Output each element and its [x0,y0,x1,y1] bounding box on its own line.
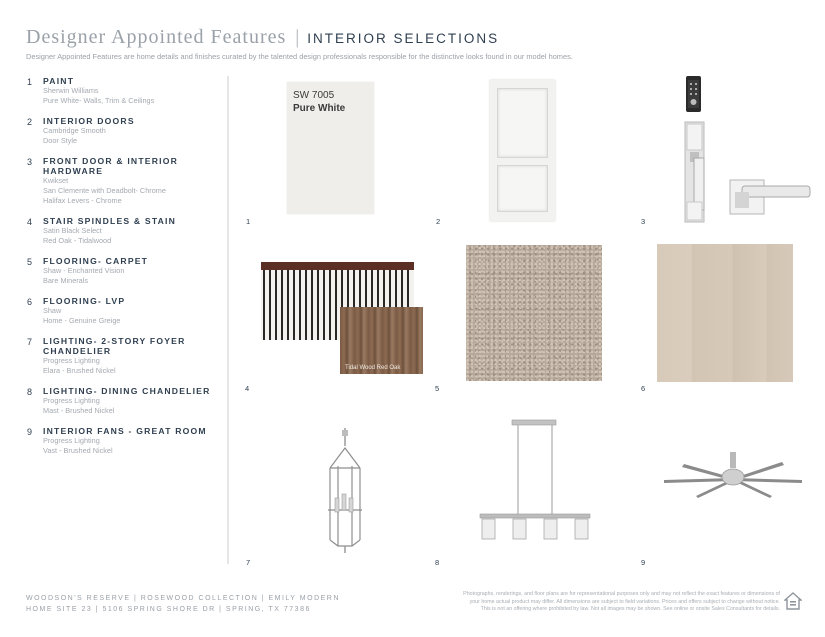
feature-detail: Mast - Brushed Nickel [43,406,115,415]
tile-number-2: 2 [436,217,441,226]
feature-detail: Progress Lighting [43,356,100,365]
feature-number: 4 [27,217,33,227]
feature-detail: Home - Genuine Greige [43,316,121,325]
feature-item [27,116,219,146]
feature-name: INTERIOR FANS - GREAT ROOM [43,426,207,436]
feature-item [27,156,219,206]
equal-housing-icon [784,592,802,610]
feature-number: 7 [27,337,33,347]
tile-number-1: 1 [246,217,251,226]
feature-list [27,76,219,466]
feature-number: 8 [27,387,33,397]
stair-handrail [261,262,414,270]
feature-number: 9 [27,427,33,437]
footer-community-info [26,593,340,615]
disclaimer-line: This is not an offering where prohibited by law. Not all images may be shown. See online or onsite Sales Consultants for details. [480,606,780,612]
feature-detail: Progress Lighting [43,396,100,405]
feature-detail: Bare Minerals [43,276,89,285]
feature-detail: Cambridge Smooth [43,126,106,135]
door-lower-panel [497,165,548,212]
door-image [490,80,555,221]
linear-chandelier-icon [476,418,594,543]
tile-number-4: 4 [245,384,250,393]
feature-detail: Shaw [43,306,62,315]
feature-detail: Vast - Brushed Nickel [43,446,113,455]
feature-detail: Elara - Brushed Nickel [43,366,116,375]
footer-address-line: HOME SITE 23 | 5106 SPRING SHORE DR | SPRING, TX 77386 [26,606,311,613]
ceiling-fan-icon [662,450,804,500]
footer-disclaimer [410,591,780,614]
feature-detail: Kwikset [43,176,69,185]
wood-stain-sample [340,307,423,374]
title-separator: | [295,26,300,48]
feature-name: LIGHTING- 2-STORY FOYER CHANDELIER [43,336,186,356]
ceiling-fan-image [662,450,804,500]
feature-detail: Progress Lighting [43,436,100,445]
lvp-flooring-sample [657,244,793,382]
feature-number: 6 [27,297,33,307]
page-header [26,26,816,61]
paint-name: Pure White [293,103,346,114]
tile-number-8: 8 [435,558,440,567]
tile-number-6: 6 [641,384,646,393]
feature-name: PAINT [43,76,75,86]
tile-number-5: 5 [435,384,440,393]
feature-name: STAIR SPINDLES & STAIN [43,216,177,226]
dining-chandelier-image [476,418,594,543]
door-hardware-icon [680,74,812,224]
feature-number: 2 [27,117,33,127]
feature-item [27,76,219,106]
paint-code: SW 7005 [293,90,335,101]
tile-number-7: 7 [246,558,251,567]
page-subtitle: Designer Appointed Features are home details and finishes curated by the talented design professionals responsible for the distinctive looks found in our model homes. [26,52,573,61]
feature-number: 5 [27,257,33,267]
feature-item [27,296,219,326]
feature-name: FRONT DOOR & INTERIOR HARDWARE [43,156,179,176]
feature-item [27,216,219,246]
foyer-chandelier-image [320,428,370,553]
feature-name: INTERIOR DOORS [43,116,135,126]
page-title: Designer Appointed Features [26,26,287,48]
feature-detail: Sherwin Williams [43,86,99,95]
feature-item [27,336,219,376]
carpet-sample [466,245,602,381]
section-title: INTERIOR SELECTIONS [307,31,500,46]
tile-number-3: 3 [641,217,646,226]
feature-number: 1 [27,77,33,87]
feature-detail: Shaw - Enchanted Vision [43,266,125,275]
wood-stain-label: Tidal Wood Red Oak [345,365,401,371]
feature-name: FLOORING- LVP [43,296,126,306]
feature-item [27,256,219,286]
chandelier-icon [320,428,370,553]
door-upper-panel [497,88,548,158]
tile-number-9: 9 [641,558,646,567]
feature-detail: Pure White- Walls, Trim & Ceilings [43,96,155,105]
disclaimer-line: your home actual product may differ. All dimensions are subject to field variations. Prices and offers subject to change without notice. [469,598,780,605]
hardware-image [680,74,812,224]
feature-item [27,386,219,416]
vertical-divider [227,76,229,564]
feature-detail: Door Style [43,136,78,145]
feature-name: LIGHTING- DINING CHANDELIER [43,386,211,396]
disclaimer-line: Photographs, renderings, and floor plans are for representational purposes only and may not reflect the exact features or dimensions of [463,591,780,597]
feature-detail: Halifax Levers - Chrome [43,196,122,205]
feature-detail: Red Oak - Tidalwood [43,236,112,245]
feature-number: 3 [27,157,33,167]
footer-community-line: WOODSON'S RESERVE | ROSEWOOD COLLECTION | EMILY MODERN [26,595,340,602]
feature-name: FLOORING- CARPET [43,256,149,266]
paint-swatch [287,82,374,214]
feature-detail: Satin Black Select [43,226,102,235]
feature-detail: San Clemente with Deadbolt- Chrome [43,186,166,195]
feature-item [27,426,219,456]
